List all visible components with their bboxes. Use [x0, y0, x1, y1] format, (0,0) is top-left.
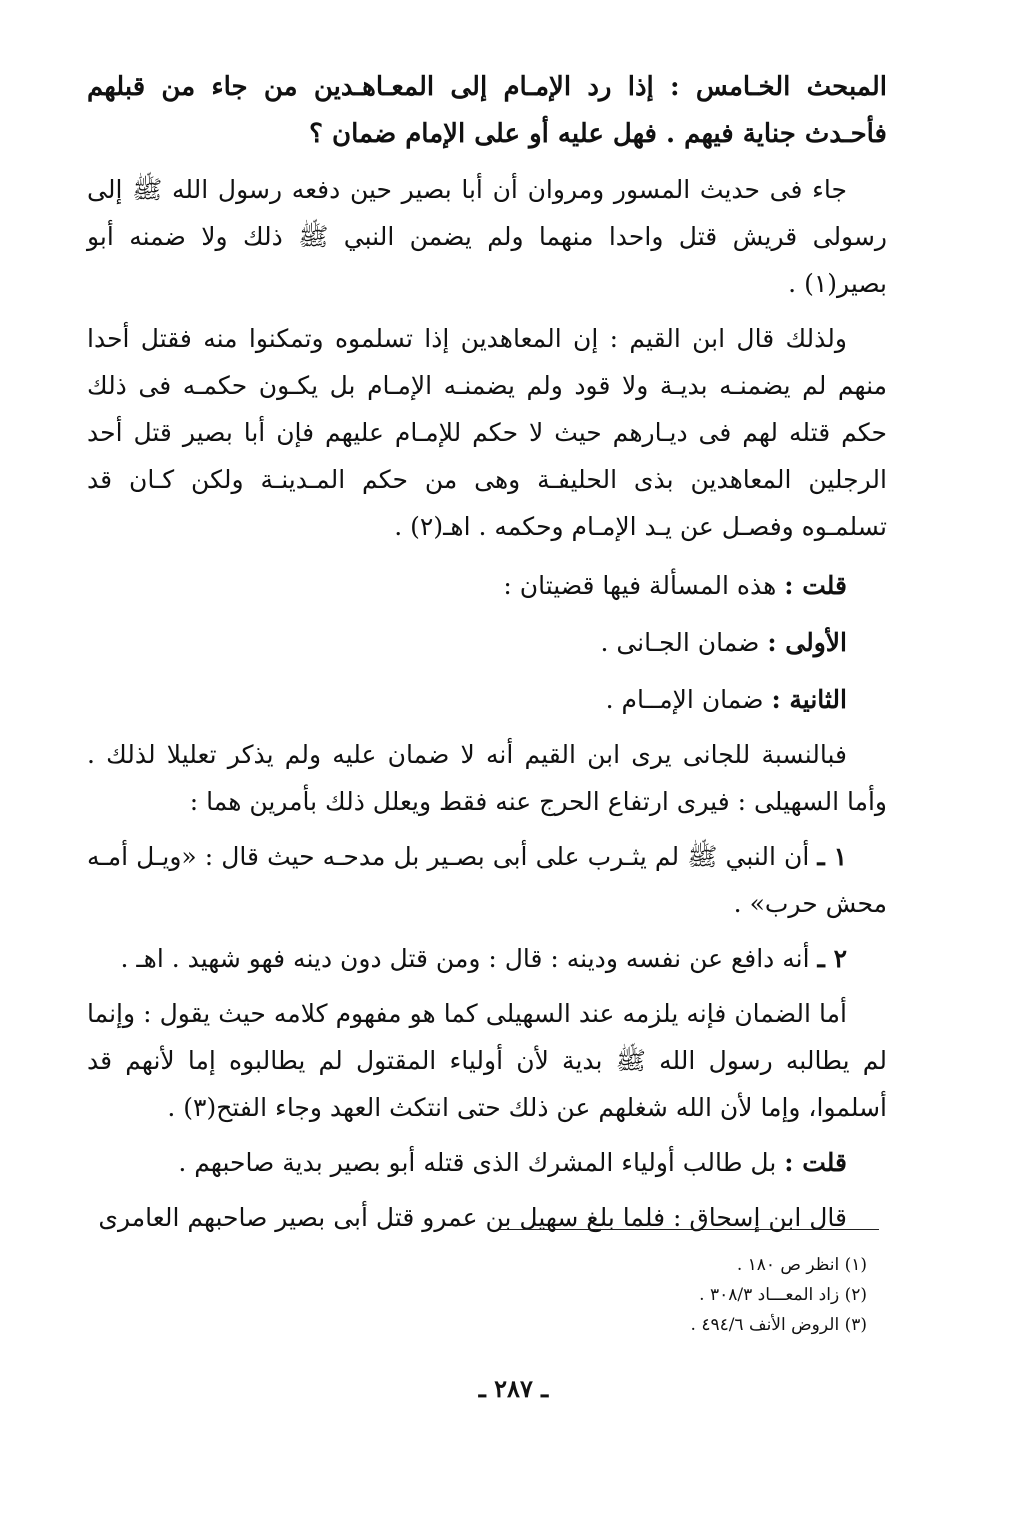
paragraph-daman: أما الضمان فإنه يلزمه عند السهيلى كما هو مفهوم كلامه حيث يقول : وإنما لم يطالبه رسول الله ﷺ بدية لأن أولياء المقتول لم يطالبوه إما لأنهم قد أسلموا، وإما لأن الله شغلهم عن ذلك حتى انتكث العهد وجاء الفتح(٣) .	[87, 999, 887, 1122]
footnote-divider	[499, 1229, 879, 1230]
qult-text: هذه المسألة فيها قضيتان :	[503, 571, 777, 600]
item-1-number: ١ ـ	[817, 842, 848, 871]
main-text	[87, 64, 887, 1241]
second-label: الثانية :	[771, 685, 847, 714]
qult-label-2: قلت :	[784, 1148, 847, 1177]
page-number: ـ ٢٨٧ ـ	[478, 1374, 549, 1403]
footnote-2: (٢) زاد المعـــاد ٣٠٨/٣ .	[699, 1285, 867, 1305]
footnote-1: (١) انظر ص ١٨٠ .	[736, 1255, 867, 1275]
list-item-1	[87, 833, 887, 927]
paragraph-hadith: جاء فى حديث المسور ومروان أن أبا بصير حين دفعه رسول الله ﷺ إلى رسولى قريش قتل واحدا منهما ولم يضمن النبي ﷺ ذلك ولا ضمنه أبو بصير(١) .	[87, 175, 887, 298]
paragraph-suhayli: فبالنسبة للجانى يرى ابن القيم أنه لا ضمان عليه ولم يذكر تعليلا لذلك . وأما السهيلى : فيرى ارتفاع الحرج عنه فقط ويعلل ذلك بأمرين هما :	[87, 740, 887, 816]
item-1-text: أن النبي ﷺ لم يثـرب على أبى بصـير بل مدحـه حيث قال : «ويـل أمـه محش حرب» .	[87, 842, 887, 918]
first-text: ضمان الجـانى .	[600, 628, 760, 657]
qult-label: قلت :	[784, 571, 847, 600]
first-label: الأولى :	[767, 628, 847, 657]
paragraph-question-2	[87, 1139, 887, 1186]
footnote-3: (٣) الروض الأنف ٤٩٤/٦ .	[690, 1315, 867, 1335]
section-heading: المبحث الخـامس : إذا رد الإمـام إلى المعـاهـدين من جاء من قبلهم فأحـدث جناية فيهم . فهل عليه أو على الإمام ضمان ؟	[87, 72, 887, 149]
qult-text-2: بل طالب أولياء المشرك الذى قتله أبو بصير بدية صاحبهم .	[178, 1148, 777, 1177]
paragraph-ibn-ishaq: قال ابن إسحاق : فلما بلغ سهيل بن عمرو قتل أبى بصير صاحبهم العامرى	[98, 1203, 847, 1232]
paragraph-question-1	[87, 562, 887, 609]
list-item-2	[87, 935, 887, 982]
paragraph-first-issue	[87, 619, 887, 666]
second-text: ضمان الإمــام .	[605, 685, 764, 714]
item-2-number: ٢ ـ	[817, 944, 847, 973]
paragraph-second-issue	[87, 676, 887, 723]
footnotes	[467, 1250, 867, 1340]
paragraph-ibn-qayyim: ولذلك قال ابن القيم : إن المعاهدين إذا تسلموه وتمكنوا منه فقتل أحدا منهم لم يضمنـه بديـة ولا قود ولم يضمنـه الإمـام بل يكـون حكمـه فى ذلك حكم قتله لهم فى ديـارهم حيث لا حكم للإمـام عليهم فإن أبا بصير قتل أحد الرجلين المعاهدين بذى الحليفـة وهى من حكم المـدينـة ولكن كـان قد تسلمـوه وفصـل عن يـد الإمـام وحكمه . اهـ(٢) .	[87, 324, 888, 541]
item-2-text: أنه دافع عن نفسه ودينه : قال : ومن قتل دون دينه فهو شهيد . اهـ .	[120, 944, 810, 973]
